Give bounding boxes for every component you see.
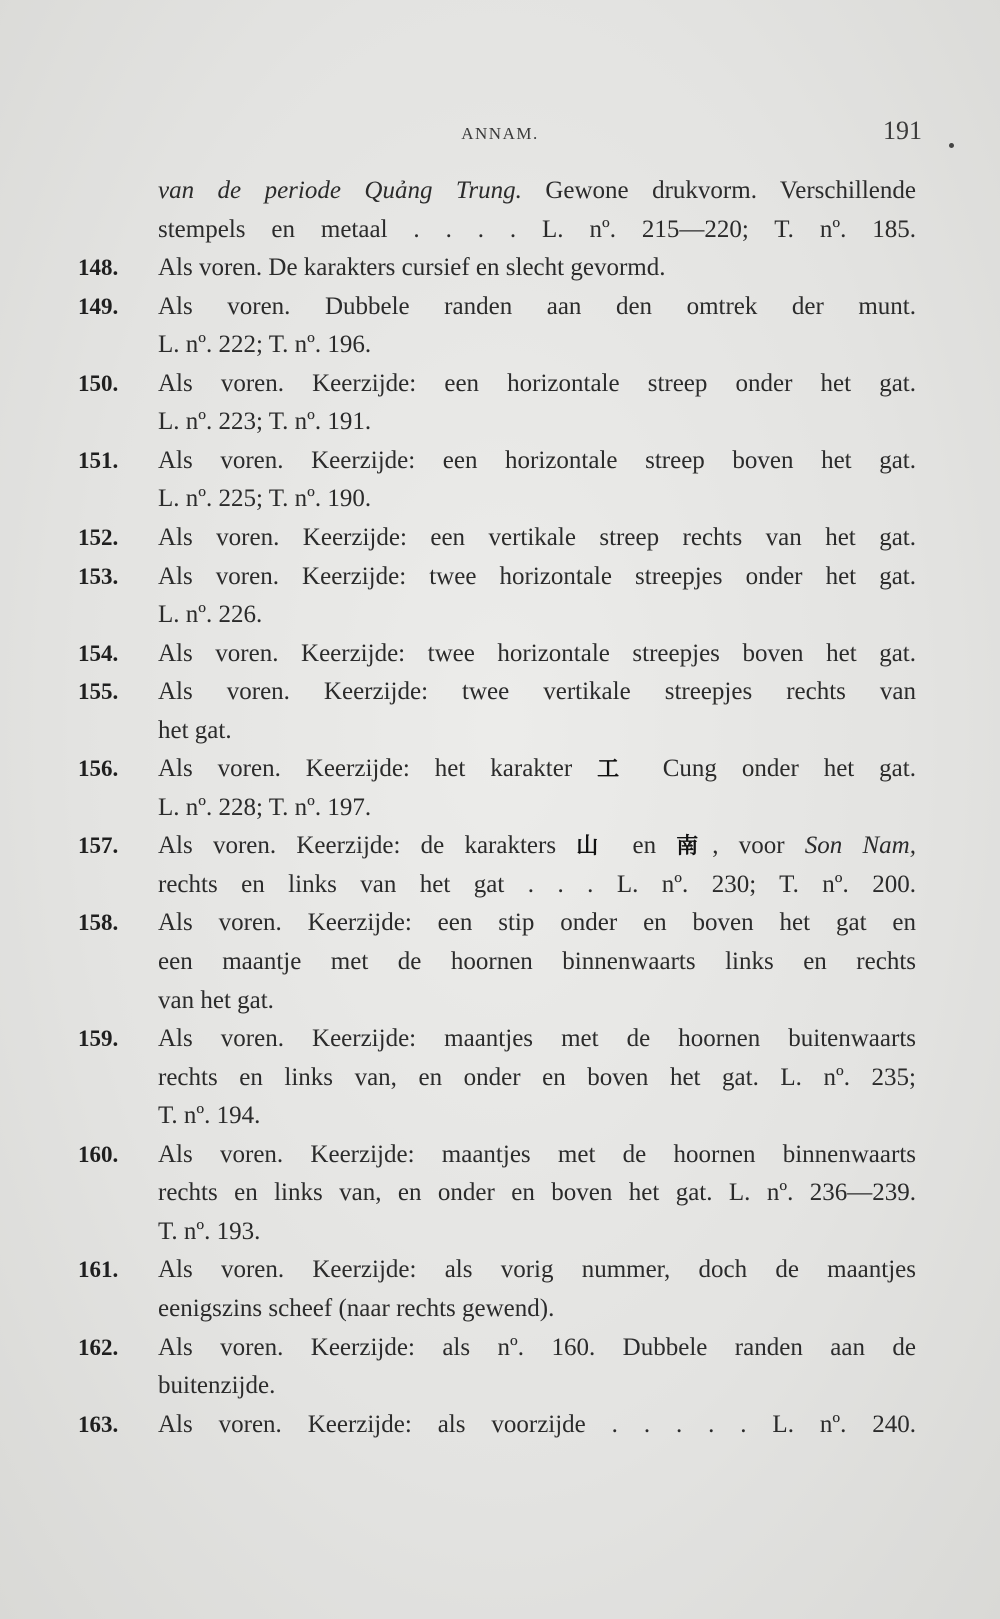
entry-line-numbered bbox=[0, 558, 1000, 596]
entry-text bbox=[158, 1020, 916, 1058]
entry-text bbox=[158, 365, 916, 403]
text-run: Als voren. Dubbele randen aan den omtrek der munt. bbox=[158, 292, 916, 320]
entry-text bbox=[158, 1213, 916, 1251]
entry-text bbox=[158, 1174, 916, 1212]
entry-line-numbered bbox=[0, 673, 1000, 711]
chinese-character: 山 bbox=[576, 834, 613, 860]
text-run: van het gat. bbox=[158, 986, 274, 1014]
entry-line bbox=[0, 866, 1000, 904]
entry-line bbox=[0, 1097, 1000, 1135]
entry-line bbox=[0, 1213, 1000, 1251]
entry-text bbox=[158, 442, 916, 480]
text-run: een maantje met de hoornen binnenwaarts links en rechts bbox=[158, 948, 916, 975]
entry-line bbox=[0, 982, 1000, 1020]
entry-number: 157. bbox=[78, 833, 119, 859]
entry-line-numbered bbox=[0, 635, 1000, 673]
entry-number: 159. bbox=[78, 1026, 119, 1052]
entry-line-numbered bbox=[0, 1020, 1000, 1058]
entry-text bbox=[158, 1367, 916, 1405]
text-run: Als voren. Keerzijde: een horizontale streep boven het gat. bbox=[158, 446, 916, 474]
text-run: Als voren. Keerzijde: maantjes met de hoornen binnenwaarts bbox=[158, 1140, 916, 1168]
text-run: buitenzijde. bbox=[158, 1372, 276, 1400]
running-header-title: ANNAM. bbox=[461, 124, 539, 143]
text-run: Als voren. Keerzijde: het karakter bbox=[158, 755, 598, 783]
entry-line-numbered bbox=[0, 249, 1000, 287]
ink-speck bbox=[949, 143, 954, 148]
entry-text bbox=[158, 596, 916, 634]
entry-line bbox=[0, 596, 1000, 634]
entry-text bbox=[158, 1136, 916, 1174]
entry-number: 149. bbox=[78, 293, 119, 319]
entry-text bbox=[158, 1290, 916, 1328]
entry-text bbox=[158, 1059, 916, 1097]
entry-text bbox=[158, 519, 916, 557]
entry-line-numbered bbox=[0, 750, 1000, 788]
entry-line bbox=[0, 480, 1000, 518]
entry-line bbox=[0, 1367, 1000, 1405]
entry-number: 154. bbox=[78, 640, 119, 666]
text-run: Als voren. Keerzijde: maantjes met de hoornen buitenwaarts bbox=[158, 1025, 916, 1053]
entry-text bbox=[158, 750, 916, 789]
entry-line bbox=[0, 1290, 1000, 1328]
text-run: Als voren. Keerzijde: twee vertikale streepjes rechts van bbox=[158, 678, 916, 706]
entry-line-numbered bbox=[0, 1329, 1000, 1367]
text-run: het gat. bbox=[158, 716, 232, 744]
entry-text bbox=[158, 982, 916, 1020]
entry-number: 153. bbox=[78, 563, 119, 589]
text-run: T. nº. 194. bbox=[158, 1102, 261, 1130]
text-run: Als voren. Keerzijde: als nº. 160. Dubbele randen aan de bbox=[158, 1333, 916, 1361]
entry-line bbox=[0, 943, 1000, 981]
entry-number: 155. bbox=[78, 679, 119, 705]
entry-line-numbered bbox=[0, 365, 1000, 403]
entry-line-numbered bbox=[0, 1251, 1000, 1289]
text-run: rechts en links van het gat . . . L. nº. 230; T. nº. 200. bbox=[158, 870, 916, 898]
text-run: Als voren. Keerzijde: twee horizontale streepjes onder het gat. bbox=[158, 562, 916, 590]
entry-text bbox=[158, 943, 916, 981]
entry-text bbox=[158, 635, 916, 673]
entry-line-numbered bbox=[0, 904, 1000, 942]
italic-text: van de periode Quảng Trung. bbox=[158, 177, 522, 204]
entry-line-numbered bbox=[0, 1136, 1000, 1174]
entry-text bbox=[158, 904, 916, 942]
chinese-character: 工 bbox=[597, 757, 638, 783]
entry-line bbox=[0, 403, 1000, 441]
entry-line bbox=[0, 712, 1000, 750]
text-run: Als voren. Keerzijde: als voorzijde . . . . . L. nº. 240. bbox=[158, 1410, 916, 1438]
entry-line-numbered bbox=[0, 1406, 1000, 1444]
text-run: en bbox=[612, 832, 677, 860]
text-run: Als voren. Keerzijde: een horizontale streep onder het gat. bbox=[158, 369, 916, 397]
entry-number: 156. bbox=[78, 756, 119, 782]
entry-line bbox=[0, 789, 1000, 827]
text-run: Als voren. De karakters cursief en slecht gevormd. bbox=[158, 254, 666, 282]
entry-text bbox=[158, 172, 916, 210]
entry-text bbox=[158, 326, 916, 364]
page-number: 191 bbox=[883, 116, 922, 145]
entry-line bbox=[0, 211, 1000, 249]
entry-line-numbered bbox=[0, 827, 1000, 865]
text-run: Als voren. Keerzijde: een vertikale streep rechts van het gat. bbox=[158, 523, 916, 551]
entry-line bbox=[0, 172, 1000, 210]
entry-number: 151. bbox=[78, 447, 119, 473]
entry-line-numbered bbox=[0, 519, 1000, 557]
entry-text bbox=[158, 249, 916, 287]
entry-text bbox=[158, 403, 916, 441]
text-run: Als voren. Keerzijde: twee horizontale streepjes boven het gat. bbox=[158, 639, 916, 667]
italic-text: Son Nam, bbox=[804, 832, 916, 860]
text-run: Cung onder het gat. bbox=[637, 755, 916, 783]
entry-text bbox=[158, 211, 916, 249]
entry-line bbox=[0, 326, 1000, 364]
entry-line-numbered bbox=[0, 288, 1000, 326]
entry-text bbox=[158, 1406, 916, 1444]
entry-line-numbered bbox=[0, 442, 1000, 480]
text-run: Gewone drukvorm. Verschillende bbox=[521, 177, 916, 204]
entry-text bbox=[158, 789, 916, 827]
text-run: stempels en metaal . . . . L. nº. 215—220; T. nº. 185. bbox=[158, 215, 916, 243]
entry-text bbox=[158, 673, 916, 711]
text-run: Als voren. Keerzijde: de karakters bbox=[158, 832, 577, 860]
text-run: Als voren. Keerzijde: als vorig nummer, doch de maantjes bbox=[158, 1256, 916, 1284]
text-run: L. nº. 228; T. nº. 197. bbox=[158, 793, 372, 821]
entry-line bbox=[0, 1059, 1000, 1097]
chinese-character: 南 bbox=[676, 834, 713, 860]
entry-text bbox=[158, 866, 916, 904]
text-run: L. nº. 222; T. nº. 196. bbox=[158, 331, 372, 359]
text-run: L. nº. 223; T. nº. 191. bbox=[158, 408, 372, 436]
entry-number: 162. bbox=[78, 1334, 119, 1360]
entry-number: 152. bbox=[78, 524, 119, 550]
entry-text bbox=[158, 288, 916, 326]
text-run: T. nº. 193. bbox=[158, 1217, 261, 1245]
entry-text bbox=[158, 1251, 916, 1289]
entry-text bbox=[158, 712, 916, 750]
text-run: L. nº. 225; T. nº. 190. bbox=[158, 485, 372, 513]
entry-number: 148. bbox=[78, 255, 119, 281]
entry-text bbox=[158, 480, 916, 518]
text-run: rechts en links van, en onder en boven het gat. L. nº. 236—239. bbox=[158, 1179, 916, 1207]
entry-text bbox=[158, 1097, 916, 1135]
entry-number: 150. bbox=[78, 370, 119, 396]
entry-number: 163. bbox=[78, 1411, 119, 1437]
entry-number: 161. bbox=[78, 1257, 119, 1283]
entry-text bbox=[158, 1329, 916, 1367]
text-run: rechts en links van, en onder en boven het gat. L. nº. 235; bbox=[158, 1063, 916, 1091]
entry-text bbox=[158, 558, 916, 596]
entry-number: 160. bbox=[78, 1141, 119, 1167]
text-run: L. nº. 226. bbox=[158, 601, 263, 629]
text-run: , voor bbox=[712, 832, 805, 860]
entry-line bbox=[0, 1174, 1000, 1212]
text-run: Als voren. Keerzijde: een stip onder en boven het gat en bbox=[158, 909, 916, 937]
text-run: eenigszins scheef (naar rechts gewend). bbox=[158, 1294, 555, 1322]
entry-text bbox=[158, 827, 916, 866]
entry-number: 158. bbox=[78, 910, 119, 936]
